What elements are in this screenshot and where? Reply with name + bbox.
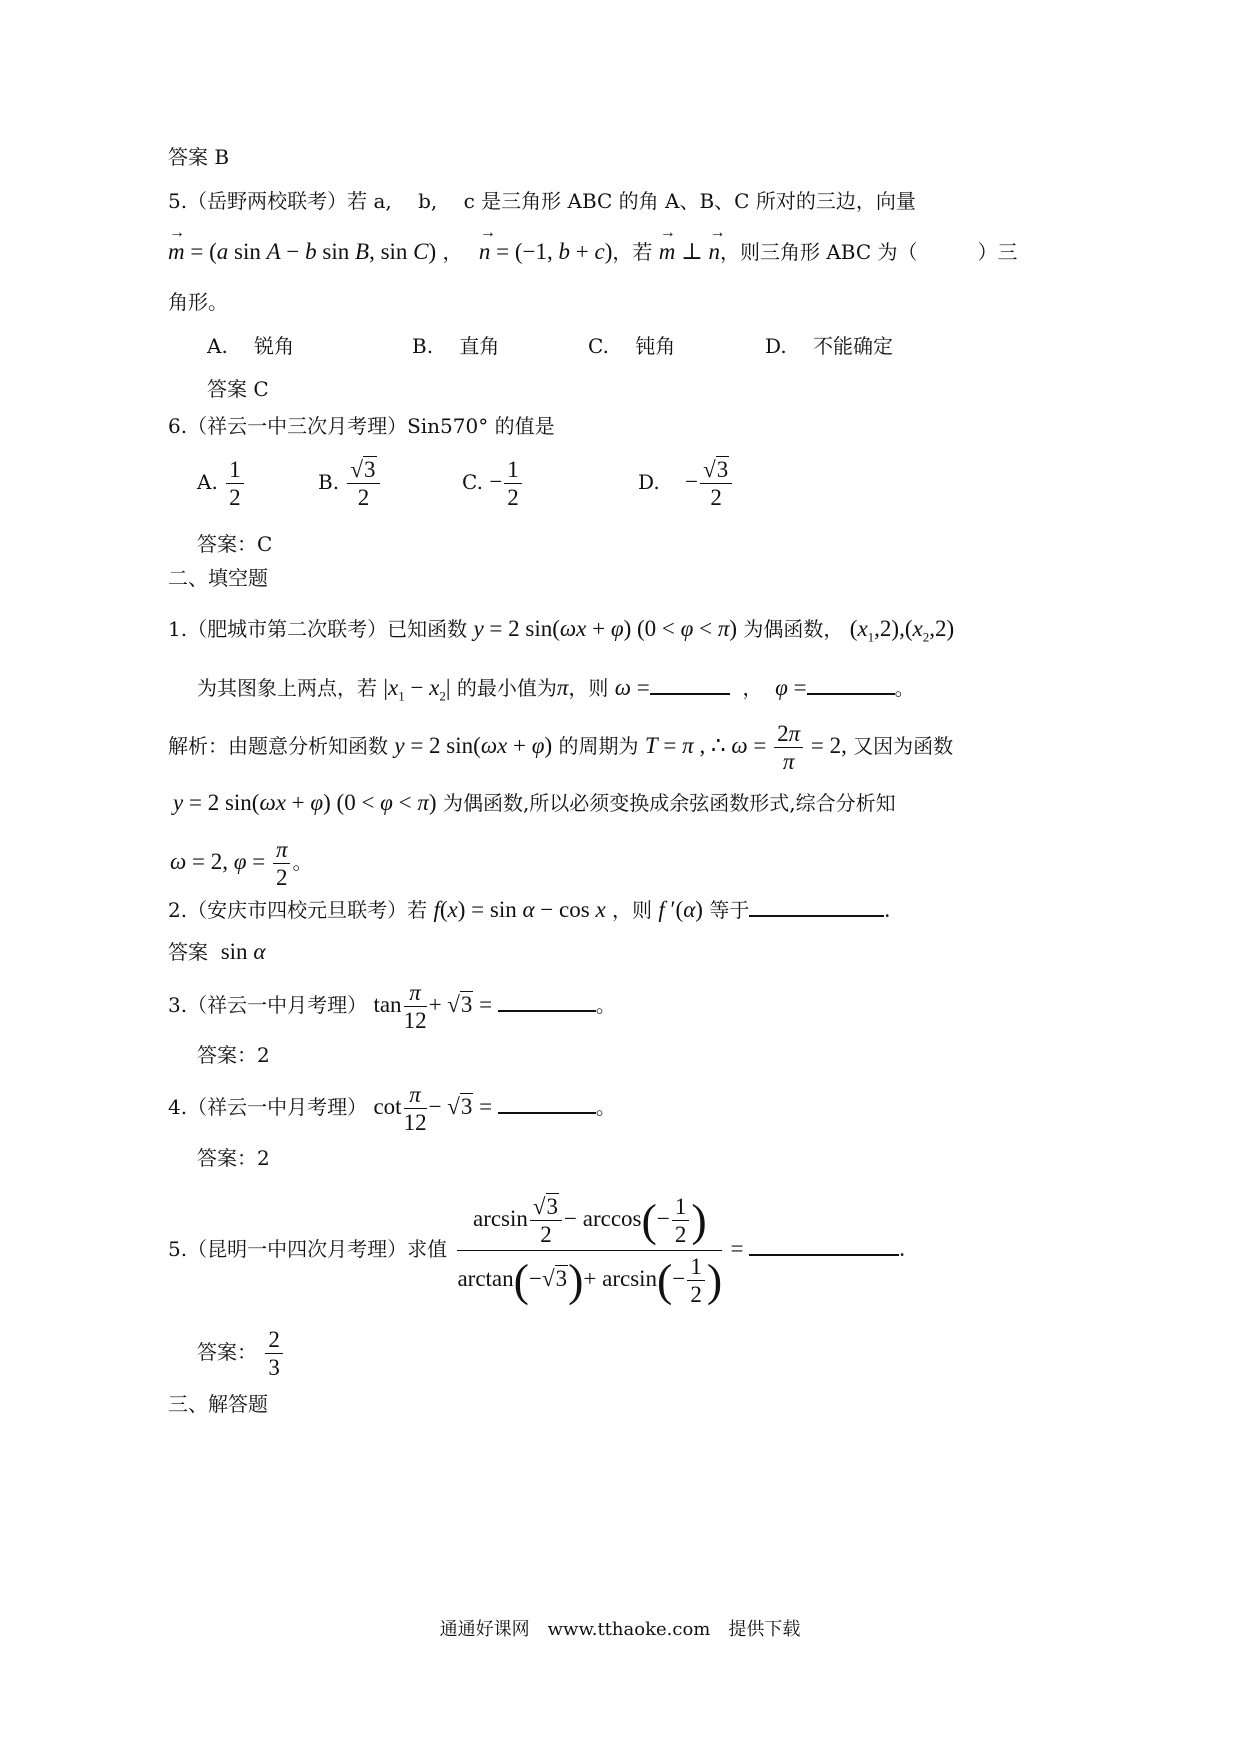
- q5-line1: 5.（岳野两校联考）若 a, b, c 是三角形 ABC 的角 A、B、C 所对的三边，向量: [168, 189, 916, 213]
- q5-option-a: A. 锐角: [207, 334, 295, 358]
- f3-question: 3.（祥云一中月考理） tan $\frac{\pi}{12}$ + √3 = 。: [168, 980, 616, 1033]
- q5-line2: → m = (a sin A − b sin B, sin C) ， → n = (−1, b + c)，若 → m ⊥ → n，则三角形 ABC 为（ ）三: [168, 240, 1018, 263]
- q6-option-d: D. − $\frac{√3}{2}$: [638, 458, 734, 509]
- q6-option-a: A. $\frac{1}{2}$: [197, 458, 246, 509]
- page-footer: 通通好课网 www.tthaoke.com 提供下载: [439, 1619, 801, 1640]
- f4-answer: 答案：2: [197, 1146, 270, 1170]
- q6-option-b: B. $\frac{√3}{2}$: [318, 458, 382, 509]
- f1-analysis-line3: ω = 2, φ = $\frac{\pi}{2}$ 。: [170, 837, 313, 890]
- f3-answer: 答案：2: [197, 1043, 270, 1067]
- section-fill-in: 二、填空题: [168, 566, 268, 590]
- answer-b: 答案 B: [168, 145, 230, 169]
- f1-analysis-line1: 解析：由题意分析知函数 y = 2 sin(ωx + φ) 的周期为 T = π , ∴ ω = $\frac{2\pi}{\pi}$ = 2, 又因为函数: [168, 721, 954, 774]
- f1-line2: 为其图象上两点，若 $|x_1 - x_2|$ 的最小值为π，则 ω = ， φ = 。: [197, 675, 915, 704]
- f1-analysis-line2: y = 2 sin(ωx + φ) (0 < φ < π) 为偶函数,所以必须变换成余弦函数形式,综合分析知: [173, 790, 896, 815]
- q5-answer: 答案 C: [207, 377, 269, 401]
- f5-question: 5.（昆明一中四次月考理）求值 arcsin $\frac{√3}{2}$ − arccos(− $\frac{1}{2}$ ) arctan(−√3)+ arcsin(− $\frac{1}{2}$ ) = .: [168, 1194, 906, 1307]
- f4-question: 4.（祥云一中月考理） cot $\frac{\pi}{12}$ − √3 = 。: [168, 1082, 616, 1135]
- q5-line3: 角形。: [168, 290, 228, 314]
- q6-question: 6.（祥云一中三次月考理）Sin570° 的值是: [168, 414, 555, 438]
- q6-option-c: C. − $\frac{1}{2}$: [462, 458, 524, 509]
- q5-option-d: D. 不能确定: [765, 334, 894, 358]
- q5-option-b: B. 直角: [412, 334, 500, 358]
- f2-answer: 答案 sin α: [168, 939, 266, 964]
- q6-answer: 答案：C: [197, 532, 273, 556]
- f2-question: 2.（安庆市四校元旦联考）若 f(x) = sin α − cos x ，则 f ′(α) 等于 .: [168, 897, 891, 922]
- f1-line1: 1.（肥城市第二次联考）已知函数 y = 2 sin(ωx + φ) (0 < φ < π) 为偶函数， $(x_1,2),(x_2,2)$: [168, 616, 955, 645]
- section-solutions: 三、解答题: [168, 1392, 268, 1416]
- q5-option-c: C. 钝角: [588, 334, 676, 358]
- f5-answer: 答案： $\frac{2}{3}$: [197, 1328, 285, 1379]
